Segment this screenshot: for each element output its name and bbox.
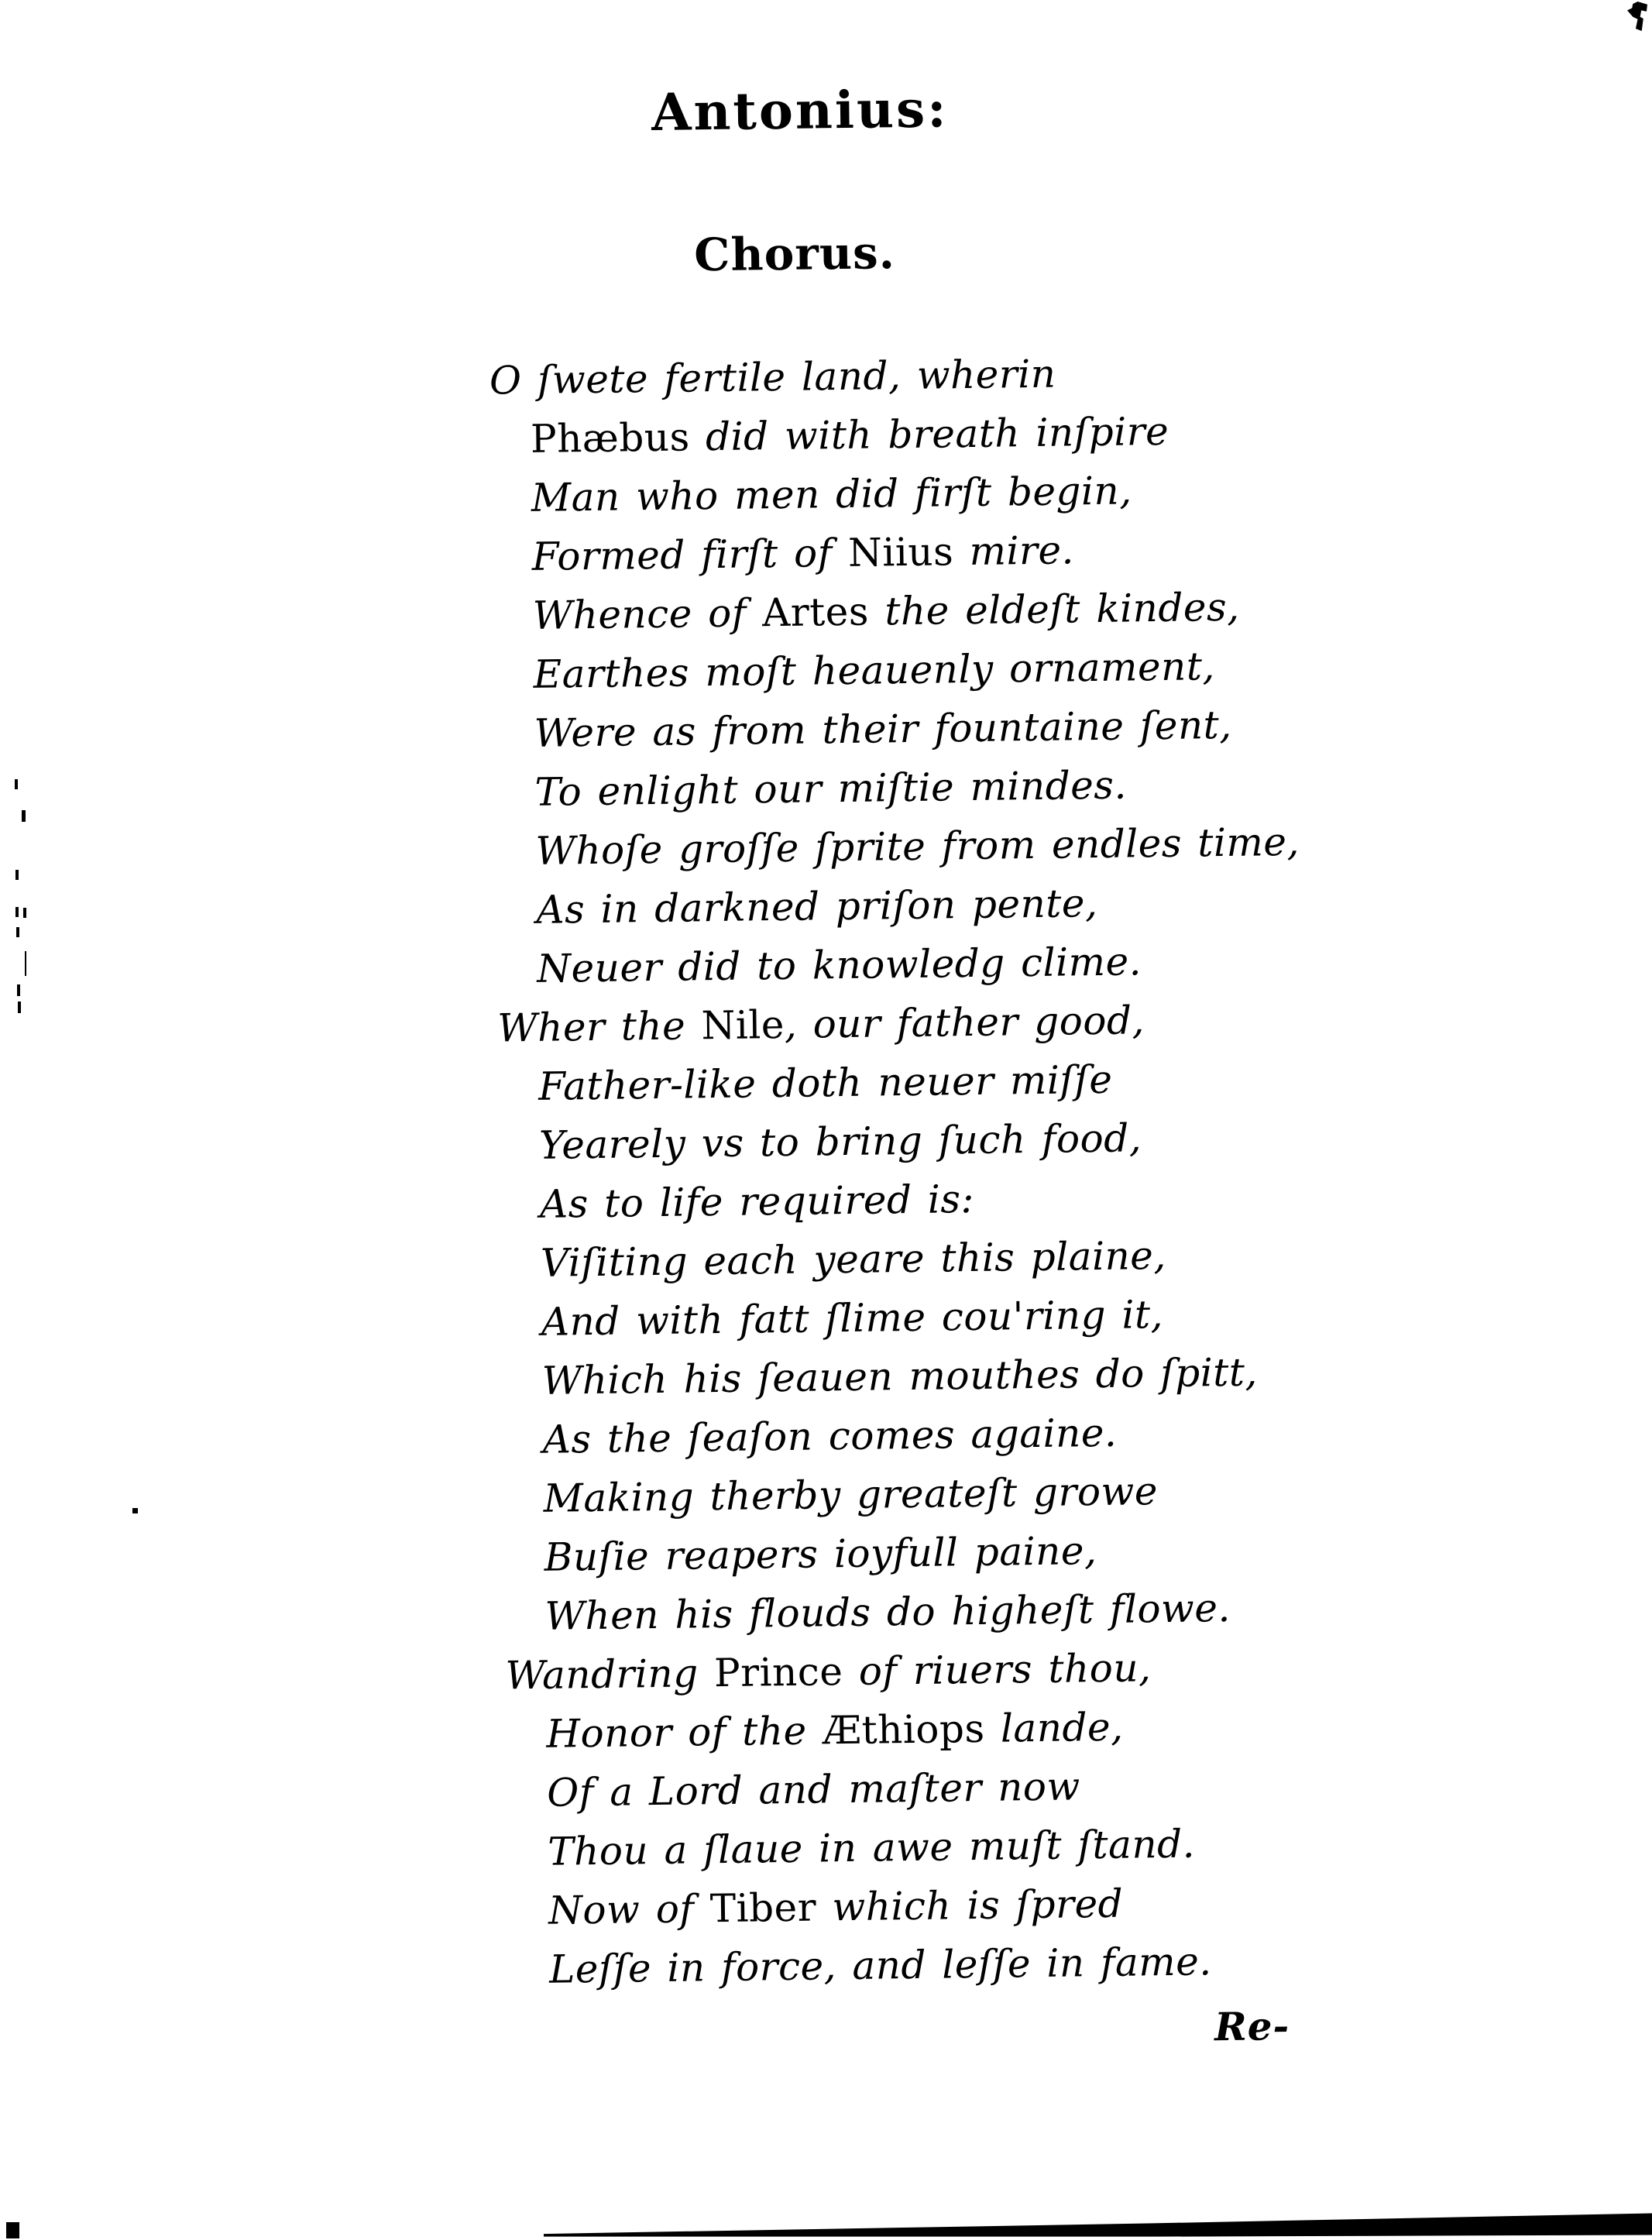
poem-text: Buſie reapers ioyfull paine, (544, 1528, 1097, 1580)
poem-text: Wher the (496, 1003, 702, 1051)
proper-name-roman: Prince (713, 1649, 843, 1696)
ink-speck (15, 779, 18, 789)
ink-speck (15, 907, 19, 917)
proper-name-roman: Phæbus (530, 414, 691, 462)
ink-speck (16, 927, 19, 937)
poem-line (496, 871, 1300, 940)
poem-text: Yearely vs to bring ſuch food, (538, 1115, 1142, 1168)
proper-name-roman: Niius (847, 529, 954, 575)
poem-text: Formed firſt of (531, 530, 849, 579)
poem-text: As in darkned priſon pente, (536, 881, 1098, 933)
poem-text: did with breath inſpire (689, 408, 1169, 460)
poem-line (500, 1225, 1305, 1293)
poem-line (494, 754, 1299, 823)
poem-line (501, 1342, 1306, 1411)
poem-line (495, 813, 1300, 881)
poem-text: lande, (984, 1704, 1124, 1751)
poem-text: which is ſpred (816, 1881, 1124, 1930)
ink-speck (17, 984, 20, 996)
poem-text: the eldeſt kindes, (868, 584, 1240, 634)
poem-line (509, 1931, 1314, 2000)
poem-text: mire. (953, 527, 1075, 575)
proper-name-roman: Artes (761, 589, 870, 636)
proper-name-roman: Nile (701, 1001, 785, 1049)
proper-name-roman: Tiber (709, 1884, 817, 1932)
poem-text: of riuers thou, (843, 1645, 1152, 1695)
page-title: Antonius: (651, 78, 949, 143)
poem-line (503, 1519, 1308, 1588)
poem-line (499, 1107, 1303, 1176)
poem-line (496, 930, 1301, 999)
poem-line (500, 1283, 1305, 1352)
poem-text: Wandring (505, 1651, 715, 1699)
ink-speck (132, 1508, 138, 1513)
poem-line (493, 695, 1298, 764)
poem-line (490, 459, 1295, 528)
poem-line (506, 1695, 1310, 1764)
poem-line (508, 1872, 1313, 1941)
poem-text: When his flouds do higheſt flowe. (544, 1585, 1231, 1639)
poem-line (491, 518, 1296, 587)
poem-text: Neuer did to knowledg clime. (536, 939, 1142, 991)
poem-line (490, 400, 1295, 469)
catchword: Re- (1214, 2003, 1290, 2050)
poem-line (502, 1401, 1307, 1470)
poem-line (497, 989, 1302, 1058)
poem-text: Whoſe groſſe ſprite from endles time, (535, 819, 1300, 874)
poem-text: Father-like doth neuer miſſe (538, 1056, 1113, 1109)
poem-text: O ſwete fertile land, wherin (489, 351, 1056, 404)
poem-text: Earthes moſt heauenly ornament, (533, 644, 1216, 697)
poem-text: Thou a ſlaue in awe muſt ſtand. (547, 1821, 1196, 1874)
poem-line (507, 1813, 1312, 1882)
section-heading: Chorus. (693, 226, 896, 282)
poem-text: Making therby greateſt growe (543, 1469, 1159, 1521)
poem-text: Whence of (532, 590, 763, 638)
bottom-left-ink-square (6, 2222, 19, 2238)
poem-text: Honor of the (546, 1708, 823, 1757)
poem-line (507, 1754, 1311, 1823)
poem-line (505, 1637, 1310, 1706)
poem-text: To enlight our miſtie mindes. (534, 762, 1128, 815)
poem-line (503, 1460, 1307, 1529)
poem-text: Of a Lord and maſter now (546, 1764, 1081, 1816)
poem-line (498, 1048, 1303, 1117)
ink-speck (23, 908, 26, 918)
poem-line (504, 1578, 1309, 1647)
poem-text: Now of (548, 1886, 711, 1933)
poem-text: Were as from their fountaine ſent, (534, 702, 1232, 756)
ink-speck (18, 1001, 21, 1013)
poem-text: Which his ſeauen mouthes do ſpitt, (541, 1349, 1259, 1403)
proper-name-roman: Æthiops (822, 1706, 985, 1754)
poem-text: Viſiting each yeare this plaine, (540, 1232, 1167, 1286)
poem-text: And with fatt ſlime cou'ring it, (541, 1292, 1164, 1345)
ink-speck (25, 951, 26, 976)
poem-text: Leſſe in force, and leſſe in fame. (548, 1939, 1212, 1992)
poem-line (492, 577, 1297, 646)
poem-text: As the ſeaſon comes againe. (542, 1410, 1118, 1462)
poem-text: , our father good, (784, 998, 1145, 1047)
poem (489, 342, 1314, 2000)
poem-text: Man who men did firſt begin, (531, 468, 1132, 520)
poem-line (500, 1166, 1304, 1235)
poem-line (493, 636, 1297, 705)
poem-text: As to life required is: (539, 1176, 975, 1227)
ink-speck (22, 810, 26, 822)
poem-line (489, 342, 1294, 411)
ink-speck (15, 870, 19, 880)
